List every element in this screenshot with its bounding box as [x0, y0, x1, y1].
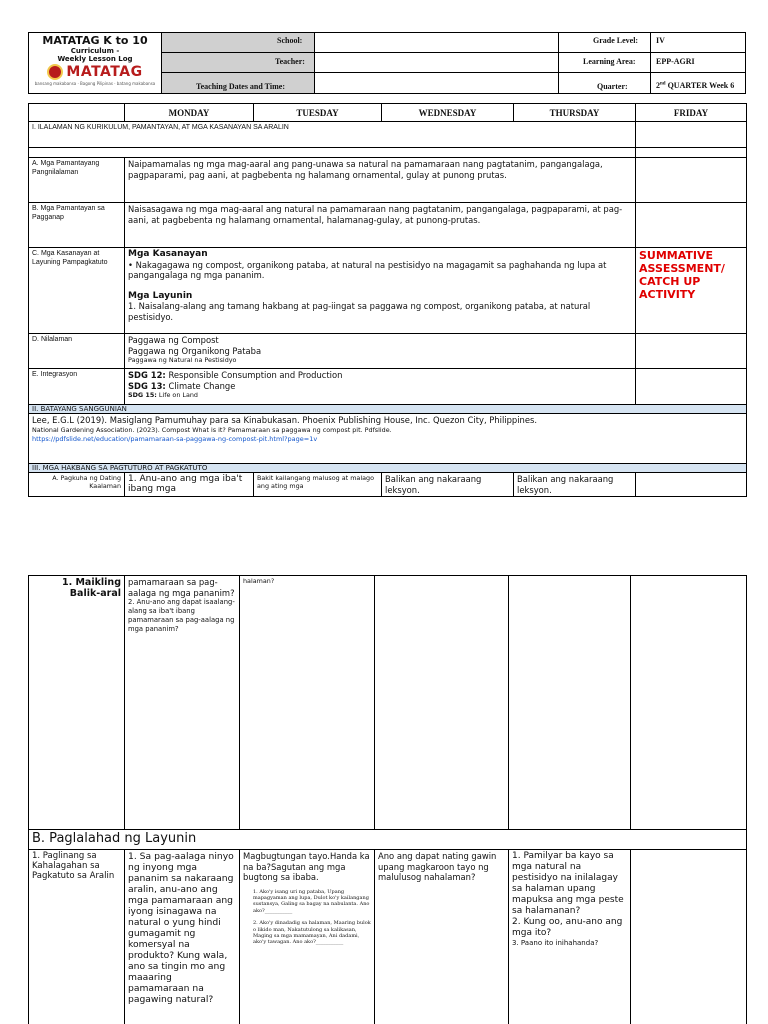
brand-word: MATATAG	[66, 64, 143, 80]
section-b-heading: B. Paglalahad ng Layunin	[29, 830, 747, 850]
row-maikling-balik-aral	[29, 576, 747, 830]
quarter-value	[656, 81, 734, 90]
wednesday-pagkuha: Balikan ang nakaraang leksyon.	[382, 473, 514, 497]
nilalaman-cell	[125, 334, 636, 369]
empty-cell	[636, 203, 747, 248]
row-pamantayan-pagganap	[29, 203, 747, 248]
tuesday-pagkuha: Bakit kailangang malusog at malago ang ating mga	[254, 473, 382, 497]
learning-area-value: EPP-AGRI	[656, 57, 695, 66]
logo-cell	[29, 33, 162, 93]
layunin-text: 1. Naisalang-alang ang tamang hakbang at pag-iingat sa paggawa ng compost, organikong pataba, at natural pestisidyo.	[128, 301, 591, 322]
references-row	[29, 414, 747, 464]
section1-heading-row	[29, 122, 747, 148]
section-b-heading-row	[29, 830, 747, 850]
day-header-friday: FRIDAY	[636, 104, 747, 122]
empty-cell	[636, 122, 747, 148]
divider	[558, 33, 559, 93]
reference-2: National Gardening Association. (2023). Compost What is it? Pamamaraan sa paggawa ng compost pit. Pdfslide.	[32, 425, 392, 434]
header-block	[28, 32, 746, 94]
empty-cell	[636, 148, 747, 158]
thursday-balik-aral	[509, 576, 631, 830]
row-nilalaman	[29, 334, 747, 369]
row-pamantayang-pangnilalaman	[29, 158, 747, 203]
days-header-row	[29, 104, 747, 122]
quarter-number: 2	[656, 81, 660, 90]
section1-heading: I. ILALAMAN NG KURIKULUM, PAMANTAYAN, AT MGA KASANAYAN SA ARALIN	[29, 122, 636, 148]
row-paglinang-kahalagahan	[29, 850, 747, 1024]
wednesday-balik-aral	[375, 576, 509, 830]
header-row-teacher	[162, 53, 745, 73]
quarter-rest: QUARTER Week 6	[665, 81, 735, 90]
quarter-label: Quarter:	[597, 82, 628, 91]
grade-level-value: IV	[656, 36, 665, 45]
row-label-a: A. Mga Pamantayang Pangnilalaman	[29, 158, 125, 203]
corner-cell	[29, 104, 125, 122]
sdg13-line	[128, 381, 632, 392]
lesson-table-page1	[28, 103, 747, 497]
form-subtitle-1: Curriculum -	[70, 47, 120, 55]
pamantayang-pangnilalaman-text: Naipamamalas ng mga mag-aaral ang pang-unawa sa natural na pamamaraan nang pagtatanim, pangangalaga, pagpaparami, pag aani, at pagbebenta ng halamang ornamental, gulay at punong prutas.	[125, 158, 636, 203]
day-header-thursday: THURSDAY	[514, 104, 636, 122]
empty-cell	[636, 369, 747, 405]
sdg13-text: Climate Change	[165, 380, 236, 391]
kasanayan-text: • Nakagagawa ng compost, organikong pataba, at natural na pestisidyo na magagamit sa paghahanda ng lupa at pangangalaga ng mga pananim.	[128, 259, 607, 280]
monday-balik-aral-q2: 2. Anu-ano ang dapat isaalang-alang sa iba't ibang pamamaraan sa pag-aalaga ng mga pananim?	[128, 598, 235, 633]
sdg12-tag: SDG 12:	[128, 370, 166, 380]
sdg13-tag: SDG 13:	[128, 380, 166, 391]
monday-balik-aral-text: pamamaraan sa pag-aalaga ng mga pananim?	[128, 577, 235, 598]
friday-summative-note: SUMMATIVE ASSESSMENT/ CATCH UP ACTIVITY	[636, 248, 747, 334]
row-pagkuha-dating-kaalaman	[29, 473, 747, 497]
monday-balik-aral	[125, 576, 240, 830]
header-fields	[162, 33, 745, 93]
riddle-1: 1. Ako'y isang uri ng pataba, Upang mapagyaman ang lupa, Dulot ko'y kailangang sustansya, Galing sa bagay na nabulanta. Ano ako?___________	[253, 888, 370, 914]
learning-area-label: Learning Area:	[583, 57, 636, 66]
empty-cell	[636, 158, 747, 203]
row-integrasyon	[29, 369, 747, 405]
nilalaman-line-1: Paggawa ng Compost	[128, 335, 219, 345]
header-row-school	[162, 33, 745, 53]
layunin-title: Mga Layunin	[128, 290, 193, 301]
form-subtitle-2: Weekly Lesson Log	[57, 55, 133, 63]
wednesday-paglinang: Ano ang dapat nating gawin upang magkaroon tayo ng malulusog nahalaman?	[375, 850, 509, 1024]
section2-heading: II. BATAYANG SANGGUNIAN	[29, 405, 747, 414]
tuesday-balik-aral: halaman?	[240, 576, 375, 830]
tuesday-paglinang-intro: Magbugtungan tayo.Handa ka na ba?Sagutan ang mga bugtong sa ibaba.	[243, 851, 370, 882]
grade-level-label: Grade Level:	[593, 36, 639, 45]
deped-seal-icon	[47, 64, 63, 80]
section3-heading-row	[29, 464, 747, 473]
sdg15-tag: SDG 15:	[128, 391, 157, 399]
riddle-2: 2. Ako'y dinadadig sa halaman, Maaring bulok o likido man, Nakatutulong sa kalikasan, Maging sa mga mamamayan, Ani dadami, ako'y tawagan. Ano ako?___________	[253, 920, 371, 946]
empty-cell	[636, 473, 747, 497]
matatag-logo	[29, 64, 161, 80]
header-row-dates	[162, 73, 745, 93]
teacher-label: Teacher:	[275, 57, 305, 66]
divider	[650, 33, 651, 93]
nilalaman-line-2: Paggawa ng Organikong Pataba	[128, 345, 262, 356]
sdg12-line	[128, 370, 632, 381]
row-label-paglinang: 1. Paglinang sa Kahalagahan sa Pagkatuto sa Aralin	[29, 850, 125, 1024]
integrasyon-cell	[125, 369, 636, 405]
spacer-row	[29, 148, 747, 158]
reference-link[interactable]: https://pdfslide.net/education/pamamaraan-sa-paggawa-ng-compost-pit.html?page=1v	[32, 434, 318, 443]
row-label-d: D. Nilalaman	[29, 334, 125, 369]
thursday-paglinang-text: 1. Pamilyar ba kayo sa mga natural na pestisidyo na inilalagay sa halaman upang mapuksa ang mga peste sa halamanan? 2. Kung oo, anu-ano ang mga ito?	[512, 851, 624, 938]
thursday-paglinang-q3: 3. Paano ito inihahanda?	[512, 939, 599, 947]
row-label-b: B. Mga Pamantayan sa Pagganap	[29, 203, 125, 248]
day-header-wednesday: WEDNESDAY	[382, 104, 514, 122]
spacer-cell	[29, 148, 636, 158]
reference-1: Lee, E.G.L (2019). Masiglang Pamumuhay para sa Kinabukasan. Phoenix Publishing House, Inc. Quezon City, Philippines.	[32, 415, 538, 425]
friday-balik-aral	[631, 576, 747, 830]
sdg12-text: Responsible Consumption and Production	[165, 370, 343, 380]
friday-paglinang	[631, 850, 747, 1024]
divider	[314, 33, 315, 93]
teaching-dates-label: Teaching Dates and Time:	[196, 82, 285, 91]
form-title: MATATAG K to 10	[42, 34, 148, 47]
day-header-monday: MONDAY	[125, 104, 254, 122]
references-cell	[29, 414, 747, 464]
nilalaman-line-3: Paggawa ng Natural na Pestisidyo	[128, 356, 237, 364]
thursday-paglinang	[509, 850, 631, 1024]
row-label-pagkuha: A. Pagkuha ng Dating Kaalaman	[29, 473, 125, 497]
row-label-c: C. Mga Kasanayan at Layuning Pampagkatuto	[29, 248, 125, 334]
tuesday-paglinang	[240, 850, 375, 1024]
row-kasanayan-layunin	[29, 248, 747, 334]
quarter-suffix: nd	[660, 81, 666, 87]
section3-heading: III. MGA HAKBANG SA PAGTUTURO AT PAGKATUTO	[29, 464, 747, 473]
lesson-table-page2	[28, 575, 747, 1024]
day-header-tuesday: TUESDAY	[254, 104, 382, 122]
pamantayan-pagganap-text: Naisasagawa ng mga mag-aaral ang natural na pamamaraan nang pagtatanim, pangangalaga, pagpaparami, at pag-aani, at pagbebenta ng halamang ornamental, halamanag-gulay, at punong-prutas.	[125, 203, 636, 248]
thursday-pagkuha: Balikan ang nakaraang leksyon.	[514, 473, 636, 497]
school-label: School:	[277, 36, 303, 45]
kasanayan-layunin-cell	[125, 248, 636, 334]
row-label-e: E. Integrasyon	[29, 369, 125, 405]
empty-cell	[636, 334, 747, 369]
section2-heading-row	[29, 405, 747, 414]
monday-pagkuha: 1. Anu-ano ang mga iba't ibang mga	[125, 473, 254, 497]
brand-tagline: bansang makabansa · Bagong Pilipinas · batang makabansa	[34, 81, 156, 86]
kasanayan-title: Mga Kasanayan	[128, 249, 208, 259]
row-label-balik-aral: 1. Maikling Balik-aral	[29, 576, 125, 830]
sdg15-text: Life on Land	[156, 391, 198, 399]
monday-paglinang: 1. Sa pag-aalaga ninyo ng inyong mga pananim sa nakaraang aralin, anu-ano ang mga pamamaraan ang iyong isinagawa na natural o yung hindi gumagamit ng komersyal na produkto? Kung wala, ano sa tingin mo ang maaaring pamamaraan na pagawing natural?	[125, 850, 240, 1024]
sdg15-line	[128, 391, 632, 399]
